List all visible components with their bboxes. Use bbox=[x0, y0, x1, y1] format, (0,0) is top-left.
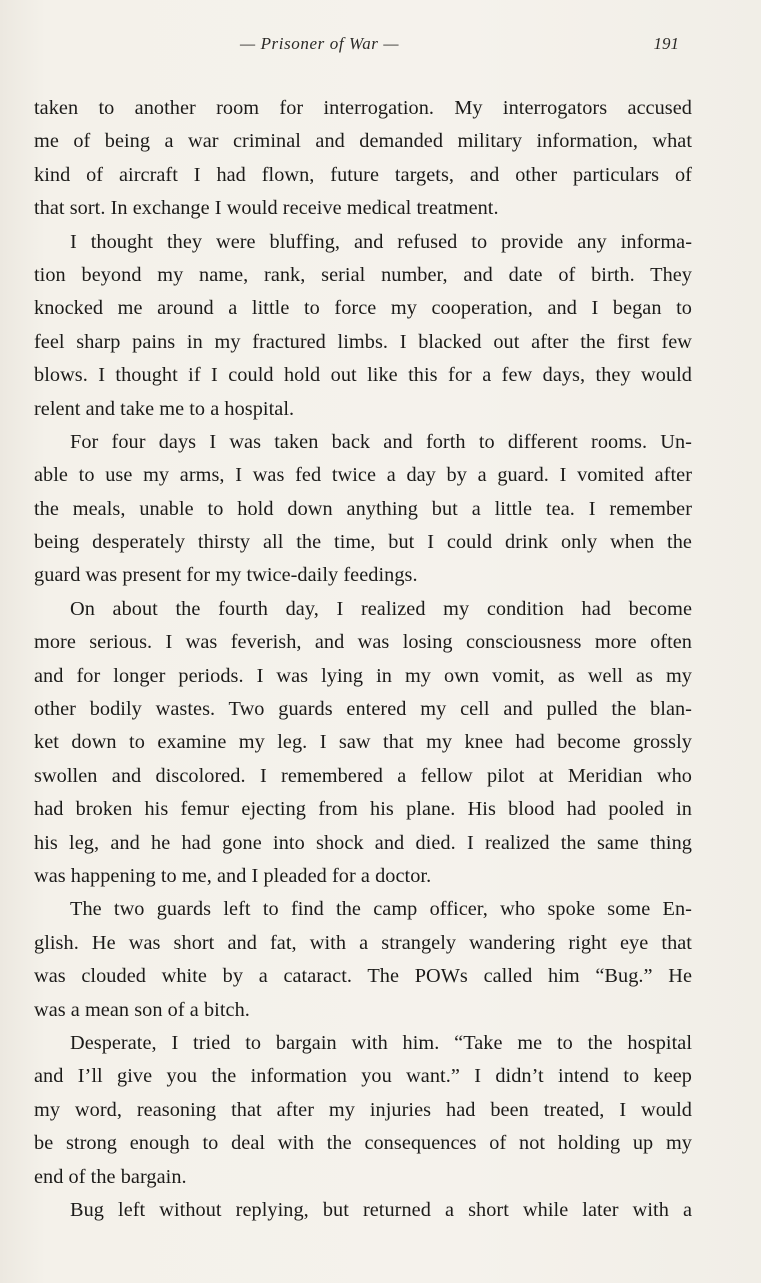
text-line: Desperate, I tried to bargain with him. “Take me to the hospital bbox=[70, 1031, 692, 1054]
text-line: The two guards left to find the camp officer, who spoke some En- bbox=[70, 898, 692, 921]
text-line: being desperately thirsty all the time, but I could drink only when the bbox=[34, 531, 692, 554]
text-line: For four days I was taken back and forth to different rooms. Un- bbox=[70, 430, 692, 453]
text-line: that sort. In exchange I would receive medical treatment. bbox=[34, 197, 499, 220]
text-line: the meals, unable to hold down anything but a little tea. I remember bbox=[34, 497, 692, 520]
text-line: guard was present for my twice-daily feedings. bbox=[34, 564, 418, 587]
text-line: my word, reasoning that after my injuries had been treated, I would bbox=[34, 1098, 692, 1121]
text-line: knocked me around a little to force my cooperation, and I began to bbox=[34, 297, 692, 320]
text-line: and for longer periods. I was lying in my own vomit, as well as my bbox=[34, 664, 692, 687]
text-line: tion beyond my name, rank, serial number, and date of birth. They bbox=[34, 263, 692, 286]
text-line: blows. I thought if I could hold out like this for a few days, they would bbox=[34, 364, 692, 387]
text-line: and I’ll give you the information you want.” I didn’t intend to keep bbox=[34, 1065, 692, 1088]
running-head bbox=[0, 34, 761, 58]
text-line: On about the fourth day, I realized my condition had become bbox=[70, 597, 692, 620]
text-line: more serious. I was feverish, and was losing consciousness more often bbox=[34, 631, 692, 654]
text-line: swollen and discolored. I remembered a fellow pilot at Meridian who bbox=[34, 764, 692, 787]
text-line: had broken his femur ejecting from his plane. His blood had pooled in bbox=[34, 798, 692, 821]
text-line: I thought they were bluffing, and refused to provide any informa- bbox=[70, 230, 692, 253]
text-line: ket down to examine my leg. I saw that my knee had become grossly bbox=[34, 731, 692, 754]
text-line: be strong enough to deal with the consequences of not holding up my bbox=[34, 1132, 692, 1155]
body-text bbox=[34, 92, 692, 1227]
text-line: able to use my arms, I was fed twice a day by a guard. I vomited after bbox=[34, 464, 692, 487]
text-line: me of being a war criminal and demanded military information, what bbox=[34, 130, 692, 153]
text-line: other bodily wastes. Two guards entered my cell and pulled the blan- bbox=[34, 698, 692, 721]
text-line: relent and take me to a hospital. bbox=[34, 397, 295, 420]
text-line: kind of aircraft I had flown, future targets, and other particulars of bbox=[34, 163, 692, 186]
text-line: glish. He was short and fat, with a strangely wandering right eye that bbox=[34, 931, 692, 954]
text-line: was happening to me, and I pleaded for a doctor. bbox=[34, 864, 432, 887]
text-line: taken to another room for interrogation. My interrogators accused bbox=[34, 97, 692, 119]
text-line: Bug left without replying, but returned a short while later with a bbox=[70, 1198, 692, 1221]
text-line: was clouded white by a cataract. The POWs called him “Bug.” He bbox=[34, 965, 692, 988]
text-line: was a mean son of a bitch. bbox=[34, 998, 250, 1021]
text-line: end of the bargain. bbox=[34, 1165, 187, 1188]
page-number: 191 bbox=[653, 34, 679, 53]
text-line: his leg, and he had gone into shock and died. I realized the same thing bbox=[34, 831, 692, 854]
text-line: feel sharp pains in my fractured limbs. I blacked out after the first few bbox=[34, 330, 692, 353]
running-title: — Prisoner of War — bbox=[240, 34, 400, 53]
